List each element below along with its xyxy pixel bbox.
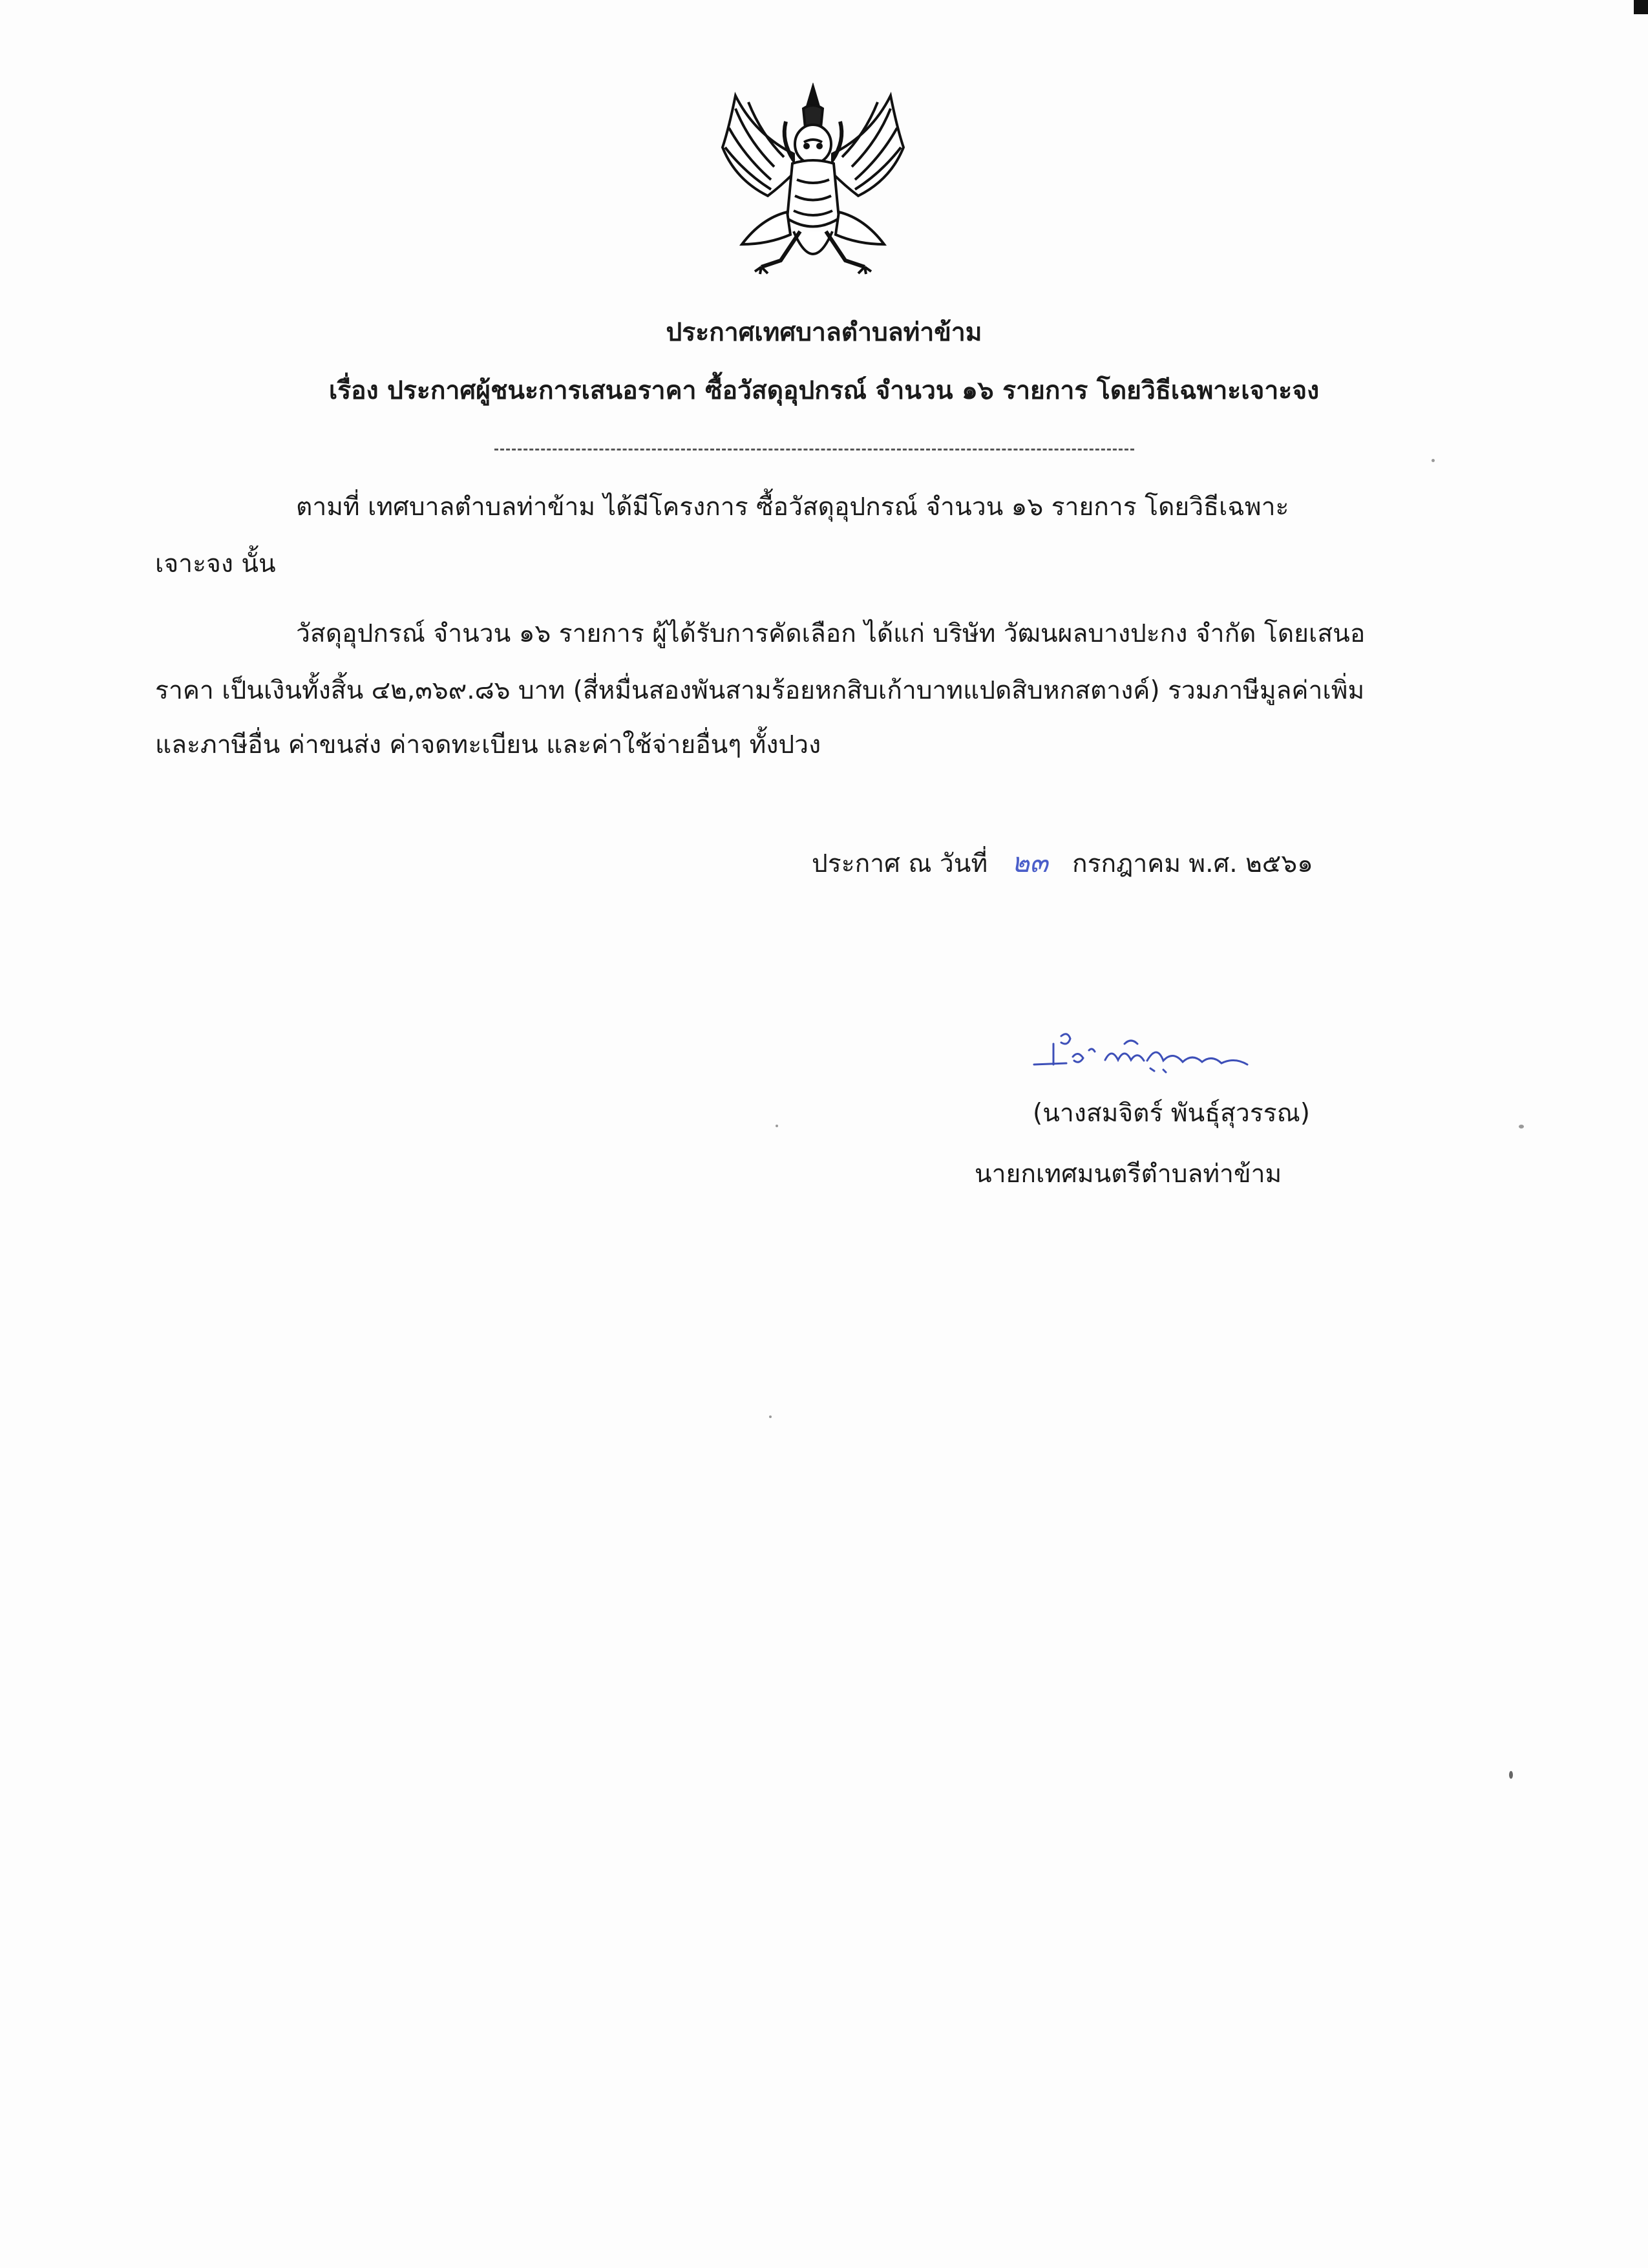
signatory-name: (นางสมจิตร์ พันธุ์สุวรรณ) [1033, 1099, 1311, 1128]
issuer-title: ประกาศเทศบาลตำบลท่าข้าม [666, 318, 982, 347]
date-day-handwritten: ๒๓ [1011, 847, 1048, 878]
scan-speck [1431, 459, 1435, 462]
scan-speck [769, 1415, 772, 1418]
scan-speck [1519, 1125, 1524, 1129]
garuda-emblem-icon [710, 83, 916, 290]
paragraph2-line3: และภาษีอื่น ค่าขนส่ง ค่าจดทะเบียน และค่าใช้จ่ายอื่นๆ ทั้งปวง [155, 730, 821, 759]
paragraph1-line2: เจาะจง นั้น [155, 549, 276, 578]
handwritten-signature [1028, 1024, 1260, 1083]
paragraph1-line1: ตามที่ เทศบาลตำบลท่าข้าม ได้มีโครงการ ซื้อวัสดุอุปกรณ์ จำนวน ๑๖ รายการ โดยวิธีเฉพาะ [296, 493, 1289, 522]
scan-edge-mark [1634, 0, 1648, 14]
paragraph2-line1: วัสดุอุปกรณ์ จำนวน ๑๖ รายการ ผู้ได้รับการคัดเลือก ได้แก่ บริษัท วัฒนผลบางปะกง จำกัด โดยเสนอ [296, 619, 1366, 648]
paragraph2-line2: ราคา เป็นเงินทั้งสิ้น ๔๒,๓๖๙.๘๖ บาท (สี่หมื่นสองพันสามร้อยหกสิบเก้าบาทแปดสิบหกสตางค์) รวมภาษีมูลค่าเพิ่ม [155, 676, 1365, 705]
scan-speck [776, 1125, 778, 1127]
announcement-date [812, 847, 1313, 880]
signatory-position: นายกเทศมนตรีตำบลท่าข้าม [975, 1160, 1282, 1189]
date-prefix: ประกาศ ณ วันที่ [812, 849, 988, 878]
scan-speck [1509, 1771, 1513, 1779]
subject-title: เรื่อง ประกาศผู้ชนะการเสนอราคา ซื้อวัสดุอุปกรณ์ จำนวน ๑๖ รายการ โดยวิธีเฉพาะเจาะจง [328, 376, 1320, 405]
date-month-year: กรกฎาคม พ.ศ. ๒๕๖๑ [1072, 849, 1313, 878]
title-divider [494, 449, 1134, 450]
